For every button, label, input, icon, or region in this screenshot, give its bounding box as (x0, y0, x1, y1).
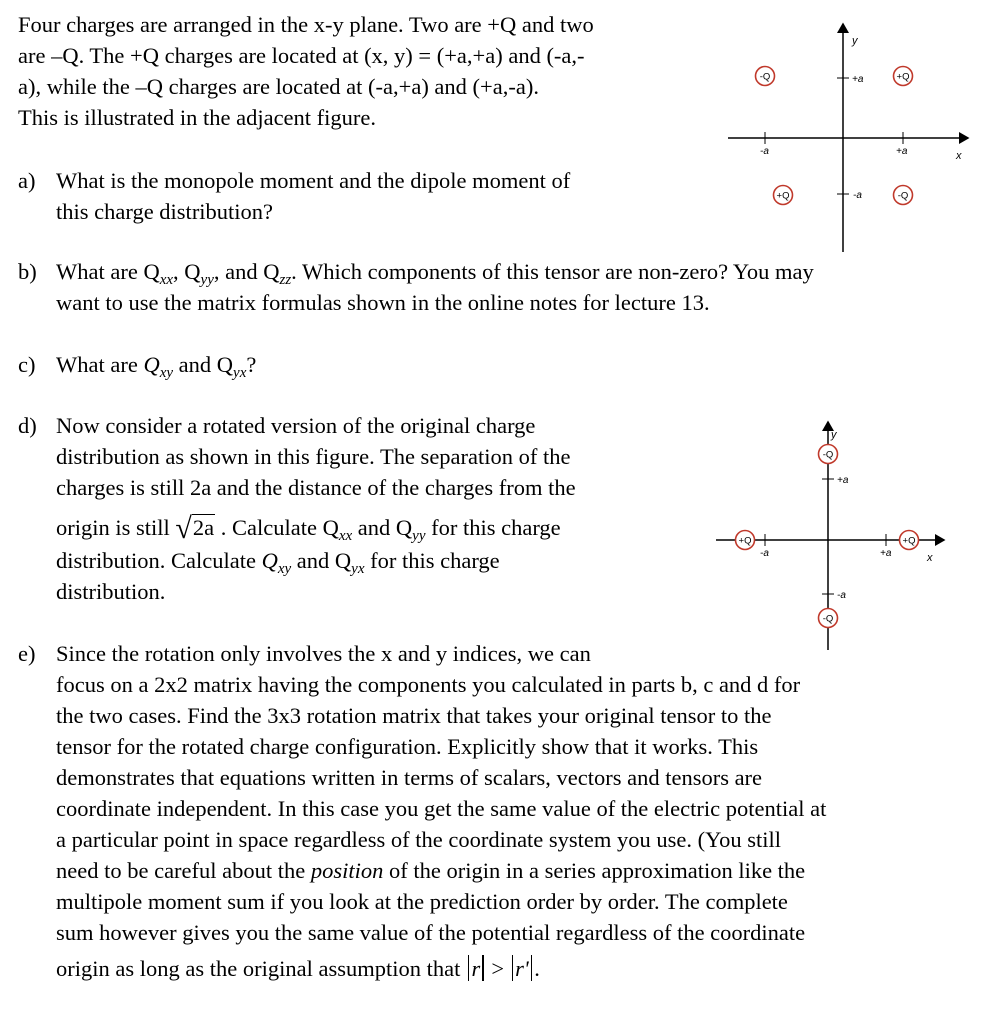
question-b-line-2: want to use the matrix formulas shown in the online notes for lecture 13. (56, 290, 710, 315)
svg-text:+Q: +Q (902, 535, 916, 547)
question-e-line-8: need to be careful about the position of the origin in a series approximation like the (56, 858, 806, 883)
r-vector: r (471, 956, 481, 981)
y-axis-label: y (831, 429, 837, 441)
tick-label-plus-a-x: +a (896, 146, 908, 157)
intro-line-3: a), while the –Q charges are located at (-a,+a) and (+a,-a). (18, 74, 539, 99)
question-d-line-1: Now consider a rotated version of the original charge (56, 413, 536, 438)
r-prime-vector: r' (515, 956, 529, 981)
charge-minus-q (819, 445, 838, 464)
charge-minus-q (894, 186, 913, 205)
question-e-line-2: focus on a 2x2 matrix having the components you calculated in parts b, c and d for (56, 672, 801, 697)
question-e-line-10: sum however gives you the same value of the potential regardless of the coordinate (56, 920, 806, 945)
svg-text:+Q: +Q (738, 535, 752, 547)
charge-minus-q (819, 609, 838, 628)
charge-plus-q (774, 186, 793, 205)
charge-plus-q (900, 531, 919, 550)
svg-text:-Q: -Q (822, 449, 834, 461)
charge-plus-q (894, 67, 913, 86)
question-c-label: c) (18, 352, 36, 377)
question-b-label: b) (18, 259, 37, 284)
question-e-line-5: demonstrates that equations written in terms of scalars, vectors and tensors are (56, 765, 763, 790)
question-e-line-6: coordinate independent. In this case you get the same value of the electric potential at (56, 796, 827, 821)
question-a-line-2: this charge distribution? (56, 199, 274, 224)
question-e-line-9: multipole moment sum if you look at the prediction order by order. The complete (56, 889, 788, 914)
question-e-line-7: a particular point in space regardless of the coordinate system you use. (You still (56, 827, 782, 852)
question-b-line-1: What are $Q_{xx}$, $Q_{yy}$, and $Q_{zz}$. Which components of this tensor are non-zero? You may (56, 259, 814, 288)
charge-minus-q (756, 67, 775, 86)
intro-line-2: are –Q. The +Q charges are located at (x, y) = (+a,+a) and (-a,- (18, 43, 585, 68)
tick-label-plus-a-y: +a (852, 74, 864, 85)
tick-label-minus-a-y: -a (853, 190, 862, 201)
question-d-line-5: distribution. Calculate $Q_{xy}$ and $Q_{yx}$ for this charge (56, 548, 500, 577)
question-e-line-4: tensor for the rotated charge configuration. Explicitly show that it works. This (56, 734, 759, 759)
question-e-label: e) (18, 641, 36, 666)
question-d-label: d) (18, 413, 37, 438)
question-e-line-1: Since the rotation only involves the x and y indices, we can (56, 641, 591, 666)
question-d-line-4: origin is still √2a . Calculate $Q_{xx}$ and $Q_{yy}$ for this charge (56, 512, 561, 545)
charge-plus-q (736, 531, 755, 550)
x-axis-label: x (956, 150, 962, 162)
intro-line-4: This is illustrated in the adjacent figure. (18, 105, 377, 130)
question-d-line-2: distribution as shown in this figure. The separation of the (56, 444, 571, 469)
tick-label-minus-a-x: -a (760, 548, 769, 559)
tick-label-plus-a-y: +a (837, 475, 849, 486)
question-d-line-6: distribution. (56, 579, 166, 604)
svg-text:-Q: -Q (759, 71, 771, 83)
svg-text:+Q: +Q (776, 190, 790, 202)
tick-label-plus-a-x: +a (880, 548, 892, 559)
question-c-line-1: What are $Q_{xy}$ and $Q_{yx}$? (56, 352, 257, 381)
question-e-line-3: the two cases. Find the 3x3 rotation matrix that takes your original tensor to the (56, 703, 772, 728)
question-a-label: a) (18, 168, 36, 193)
figure-original-configuration (720, 14, 980, 260)
tick-label-minus-a-x: -a (760, 146, 769, 157)
svg-text:+Q: +Q (896, 71, 910, 83)
figure-rotated-configuration (708, 414, 968, 654)
y-axis-label: y (852, 35, 858, 47)
x-axis-label: x (927, 552, 933, 564)
sqrt-argument: 2a (192, 515, 215, 540)
sqrt-sign: √ (175, 512, 192, 545)
svg-text:-Q: -Q (897, 190, 909, 202)
question-d-line-3: charges is still 2a and the distance of the charges from the (56, 475, 576, 500)
intro-line-1: Four charges are arranged in the x-y plane. Two are +Q and two (18, 12, 594, 37)
question-e-line-11: origin as long as the original assumption that r > r' . (56, 956, 540, 981)
question-a-line-1: What is the monopole moment and the dipole moment of (56, 168, 571, 193)
svg-text:-Q: -Q (822, 613, 834, 625)
tick-label-minus-a-y: -a (837, 590, 846, 601)
